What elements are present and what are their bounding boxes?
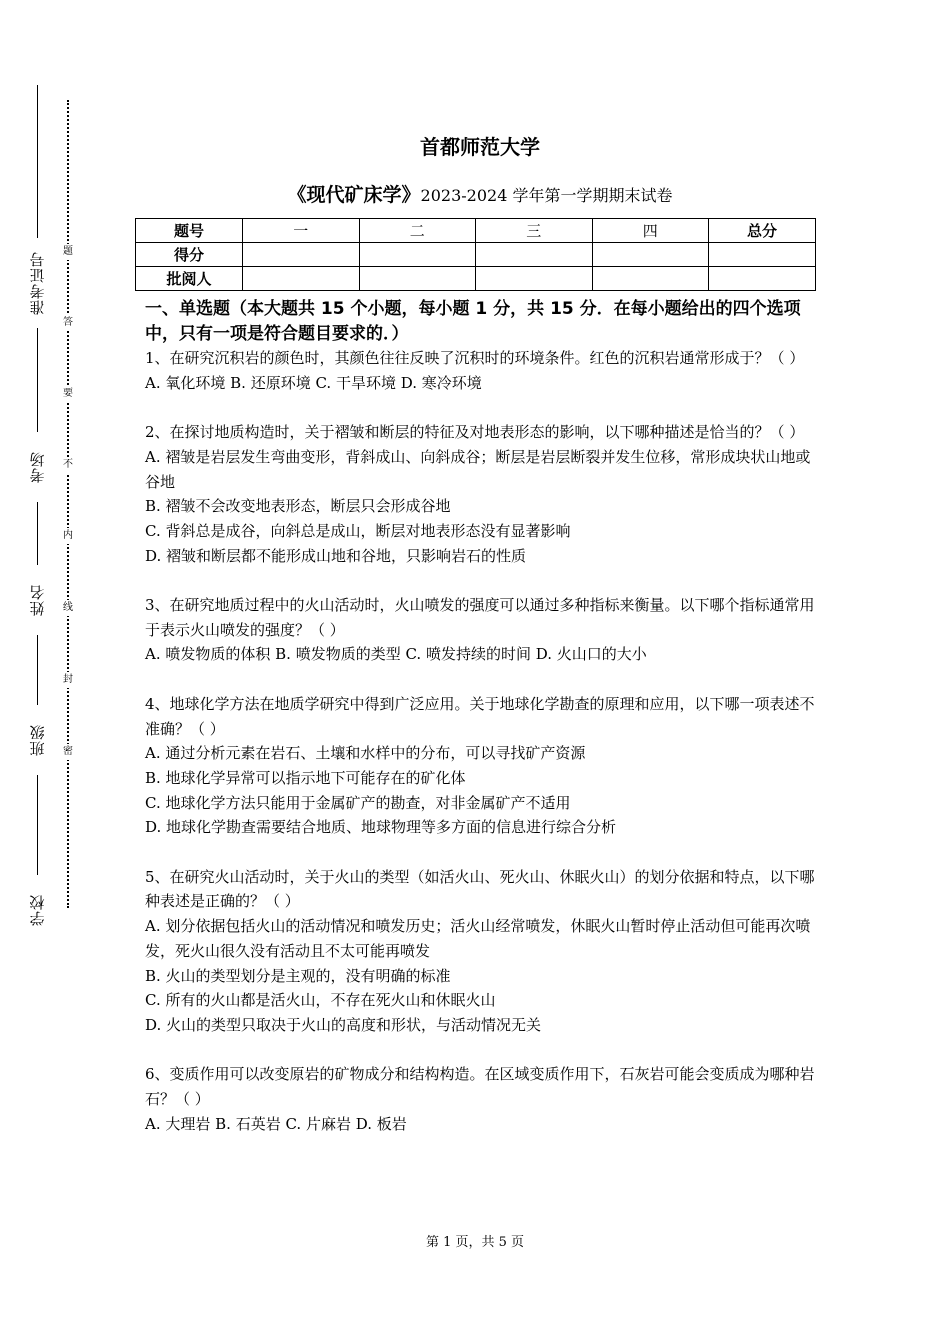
question-item	[145, 1062, 821, 1136]
question-option: D. 褶皱和断层都不能形成山地和谷地，只影响岩石的性质	[145, 546, 527, 565]
score-cell[interactable]	[476, 243, 593, 267]
grader-cell[interactable]	[709, 267, 816, 291]
binding-solid-line	[37, 85, 38, 925]
seal-char: 线	[59, 600, 77, 616]
question-item	[145, 346, 821, 395]
question-stem: 1、在研究沉积岩的颜色时，其颜色往往反映了沉积时的环境条件。红色的沉积岩通常形成于？（ ）	[145, 349, 805, 367]
score-cell[interactable]	[709, 243, 816, 267]
question-option: C. 地球化学方法只能用于金属矿产的勘查，对非金属矿产不适用	[145, 793, 571, 812]
score-cell[interactable]	[592, 243, 709, 267]
question-option: A. 通过分析元素在岩石、土壤和水样中的分布，可以寻找矿产资源	[145, 744, 586, 763]
section-heading: 一、单选题（本大题共 15 个小题，每小题 1 分，共 15 分．在每小题给出的四个选项中，只有一项是符合题目要求的．）	[145, 299, 801, 344]
course-name: 《现代矿床学》	[287, 184, 421, 206]
binding-dotted-line	[67, 100, 69, 908]
label-class: 班级	[22, 705, 52, 775]
grader-cell[interactable]	[476, 267, 593, 291]
seal-char: 不	[59, 457, 77, 473]
grader-cell[interactable]	[359, 267, 476, 291]
score-header-cell: 三	[476, 219, 593, 243]
question-option: B. 地球化学异常可以指示地下可能存在的矿化体	[145, 768, 466, 787]
question-option: C. 所有的火山都是活火山，不存在死火山和休眠火山	[145, 991, 496, 1010]
score-table	[135, 218, 816, 291]
seal-char: 要	[59, 386, 77, 402]
question-item	[145, 593, 821, 667]
question-option: D. 地球化学勘查需要结合地质、地球物理等多方面的信息进行综合分析	[145, 818, 617, 837]
score-header-cell: 总分	[709, 219, 816, 243]
question-item	[145, 692, 821, 840]
score-header-cell: 四	[592, 219, 709, 243]
question-item	[145, 420, 821, 568]
score-header-cell: 题号	[136, 219, 243, 243]
score-cell[interactable]	[243, 243, 360, 267]
question-stem: 3、在研究地质过程中的火山活动时，火山喷发的强度可以通过多种指标来衡量。以下哪个指标通常用于表示火山喷发的强度？（ ）	[145, 596, 815, 639]
school-title: 首都师范大学	[420, 135, 540, 159]
question-option: A. 氧化环境 B. 还原环境 C. 干旱环境 D. 寒冷环境	[145, 373, 482, 392]
score-header-cell: 一	[243, 219, 360, 243]
question-option: D. 火山的类型只取决于火山的高度和形状，与活动情况无关	[145, 1015, 542, 1034]
exam-subtitle	[140, 180, 820, 207]
question-stem: 6、变质作用可以改变原岩的矿物成分和结构构造。在区域变质作用下，石灰岩可能会变质成为哪种岩石？（ ）	[145, 1065, 815, 1109]
score-cell[interactable]	[359, 243, 476, 267]
page-footer: 第 1 页，共 5 页	[425, 1235, 525, 1250]
score-header-row	[136, 219, 816, 243]
seal-char: 密	[59, 744, 77, 760]
seal-char: 内	[59, 528, 77, 544]
label-school: 学校	[22, 875, 52, 945]
question-option: A. 划分依据包括火山的活动情况和喷发历史；活火山经常喷发，休眠火山暂时停止活动但可能再次喷发，死火山很久没有活动且不太可能再喷发	[145, 917, 811, 960]
seal-char: 答	[59, 315, 77, 331]
seal-char: 封	[59, 672, 77, 688]
question-stem: 5、在研究火山活动时，关于火山的类型（如活火山、死火山、休眠火山）的划分依据和特点，以下哪种表述是正确的？（ ）	[145, 867, 815, 911]
label-name: 姓名	[22, 565, 52, 635]
score-header-cell: 二	[359, 219, 476, 243]
seal-char: 题	[59, 244, 77, 260]
question-option: A. 大理岩 B. 石英岩 C. 片麻岩 D. 板岩	[145, 1114, 407, 1133]
grader-cell[interactable]	[243, 267, 360, 291]
binding-margin	[0, 0, 100, 1344]
question-list	[145, 346, 821, 1161]
exam-term: 2023-2024 学年第一学期期末试卷	[420, 186, 673, 205]
score-row-label: 得分	[136, 243, 243, 267]
score-row	[136, 243, 816, 267]
question-option: B. 火山的类型划分是主观的，没有明确的标准	[145, 966, 451, 985]
question-stem: 4、地球化学方法在地质学研究中得到广泛应用。关于地球化学勘查的原理和应用，以下哪一项表述不准确？（ ）	[145, 694, 815, 738]
question-stem: 2、在探讨地质构造时，关于褶皱和断层的特征及对地表形态的影响，以下哪种描述是恰当的？（ ）	[145, 423, 805, 442]
grader-row	[136, 267, 816, 291]
question-option: A. 褶皱是岩层发生弯曲变形，背斜成山、向斜成谷；断层是岩层断裂并发生位移，常形成块状山地或谷地	[145, 447, 811, 491]
question-item	[145, 865, 821, 1038]
grader-row-label: 批阅人	[136, 267, 243, 291]
question-option: C. 背斜总是成谷，向斜总是成山，断层对地表形态没有显著影响	[145, 521, 571, 540]
question-option: A. 喷发物质的体积 B. 喷发物质的类型 C. 喷发持续的时间 D. 火山口的大小	[145, 645, 647, 664]
label-exam-number: 准考证号	[22, 238, 52, 328]
grader-cell[interactable]	[592, 267, 709, 291]
question-option: B. 褶皱不会改变地表形态，断层只会形成谷地	[145, 497, 451, 516]
label-exam-room: 考场	[22, 432, 52, 502]
